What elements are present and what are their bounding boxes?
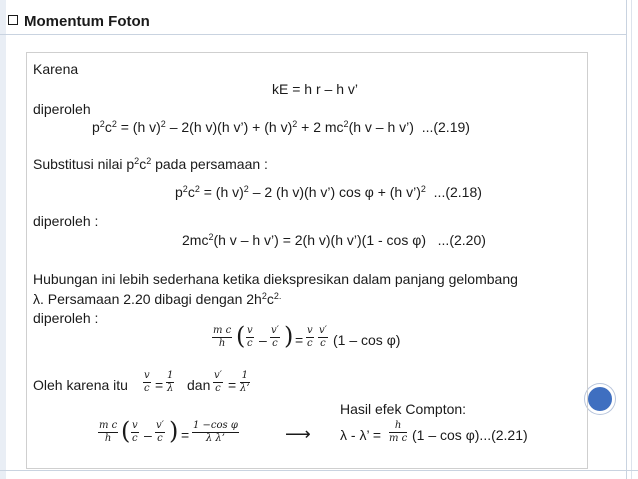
text-lambda-persamaan: λ. Persamaan 2.20 dibagi dengan $2h^2c^{2.}$: [33, 291, 282, 307]
frac-vp-c-2: $\frac{v'}{c}$: [319, 325, 327, 349]
text-dan: dan: [187, 377, 211, 393]
equation-2-20-lead: 2mc: [182, 232, 209, 248]
slide-left-border: [0, 0, 6, 479]
equation-cos-term: (1 – cos φ): [333, 332, 401, 348]
text-oleh-karena-itu: Oleh karena itu: [33, 377, 128, 393]
frac-h-mc: $\frac{h}{\text{m c}}$: [389, 420, 408, 444]
paren-close: ): [284, 322, 294, 350]
frac-v-c-3: $\frac{v}{c}$: [144, 370, 150, 394]
final-rhs: (1 – cos φ)...(2.21): [412, 427, 528, 443]
slide-right-border: [626, 0, 627, 479]
slide-title: [8, 13, 150, 30]
paren-close-2: ): [169, 417, 179, 445]
equals-sign-4: =: [181, 427, 190, 443]
title-divider: [0, 34, 626, 35]
equals-sign-2: =: [155, 377, 164, 393]
long-right-arrow-icon: ⟶: [285, 424, 311, 444]
text-substitusi: Substitusi nilai $p^2c^2$ pada persamaan :: [33, 156, 268, 172]
text-diperoleh: diperoleh: [33, 101, 91, 117]
frac-v-c-2: $\frac{v}{c}$: [307, 325, 313, 349]
final-lhs: λ - λ’ =: [340, 427, 382, 443]
slide-right-border-outer: [631, 0, 632, 479]
equation-2-19: $p^2c^2 = (h$ v)$^2$ – 2(h v)(h v’) + (h v)$^2$ + 2 $mc^2(h$ v – h v’) ...(2.19): [92, 119, 470, 135]
slide-bottom-border: [0, 470, 638, 471]
text-lambda-lead: λ. Persamaan 2.20 dibagi dengan 2h: [33, 291, 262, 307]
paren-open: (: [236, 322, 246, 350]
minus-sign-2: –: [144, 427, 152, 443]
frac-vp-c-3: $\frac{v'}{c}$: [214, 370, 222, 394]
frac-vp-c-4: $\frac{v'}{c}$: [156, 420, 164, 444]
text-hubungan: Hubungan ini lebih sederhana ketika diekspresikan dalam panjang gelombang: [33, 271, 518, 287]
equals-sign-3: =: [228, 377, 237, 393]
text-diperoleh-2: diperoleh :: [33, 213, 99, 229]
frac-one-minus-cos: $\frac{\text{1 −cos φ}}{\text{λ λ’}}$: [193, 420, 238, 444]
decorative-circle: [585, 384, 615, 414]
text-substitusi-lead: Substitusi nilai p: [33, 156, 135, 172]
frac-1-lambda-prime: $\frac{1}{\lambda’}$: [240, 370, 250, 394]
equation-2-18: $p^2c^2 = (h$ v)$^2$ – 2 (h v)(h v’) cos φ + (h v’)$^2$ ...(2.18): [175, 184, 482, 200]
equation-2-20: $2mc^2(h$ v – h v’) = 2(h v)(h v’)(1 - cos φ) ...(2.20): [182, 232, 486, 248]
equation-ke: kE = h r – h v’: [272, 81, 358, 97]
frac-1-lambda: $\frac{1}{\lambda}$: [167, 370, 174, 394]
frac-v-c: $\frac{v}{c}$: [247, 325, 253, 349]
frac-v-c-4: $\frac{v}{c}$: [132, 420, 138, 444]
checkbox-bullet-icon: [8, 15, 18, 25]
text-karena: Karena: [33, 61, 79, 77]
minus-sign: –: [259, 332, 267, 348]
frac-mc-h-2: $\frac{\text{m c}}{h}$: [99, 420, 118, 444]
text-hasil-compton: Hasil efek Compton:: [340, 401, 467, 417]
slide-title-text: Momentum Foton: [24, 13, 150, 30]
frac-mc-h: $\frac{\text{m c}}{h}$: [213, 325, 232, 349]
frac-vp-c: $\frac{v'}{c}$: [271, 325, 279, 349]
paren-open-2: (: [121, 417, 131, 445]
content-box: [26, 52, 588, 469]
equals-sign: =: [295, 332, 304, 348]
text-diperoleh-3: diperoleh :: [33, 310, 99, 326]
